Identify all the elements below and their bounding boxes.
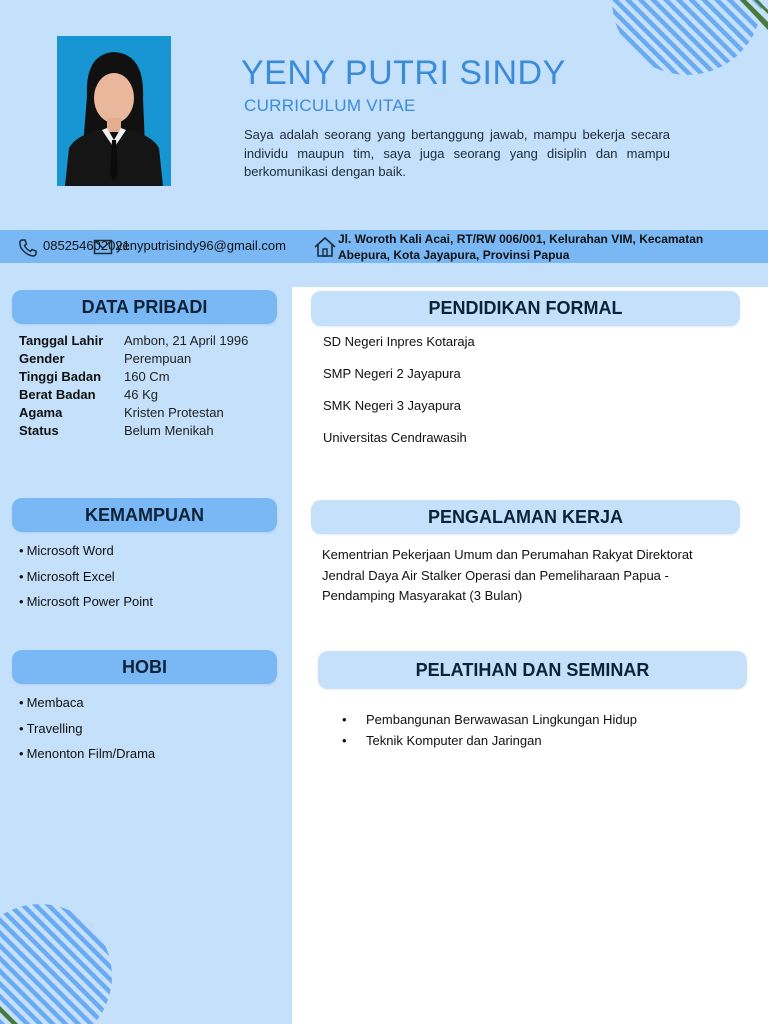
envelope-icon <box>93 238 113 256</box>
phone-number[interactable]: 085254602021 <box>43 238 130 253</box>
info-row <box>19 350 248 368</box>
hobbies-heading: HOBI <box>12 650 277 684</box>
list-item: Universitas Cendrawasih <box>323 430 467 445</box>
home-address: Jl. Woroth Kali Acai, RT/RW 006/001, Kelurahan VIM, Kecamatan Abepura, Kota Jayapura, Provinsi Papua <box>338 232 704 262</box>
list-item <box>19 695 155 721</box>
info-value: Perempuan <box>124 350 192 366</box>
info-value: 160 Cm <box>124 368 170 384</box>
skills-list <box>19 543 153 620</box>
profile-summary: Saya adalah seorang yang bertanggung jawab, mampu bekerja secara individu maupun tim, saya juga seorang yang disiplin dan mampu berkomunikasi dengan baik. <box>244 127 670 179</box>
list-item: SMP Negeri 2 Jayapura <box>323 366 461 381</box>
list-item: SD Negeri Inpres Kotaraja <box>323 334 475 349</box>
education-list <box>323 334 475 462</box>
home-icon <box>313 235 337 259</box>
info-value: 46 Kg <box>124 386 158 402</box>
bottom-white-area <box>292 930 768 1024</box>
bullet-icon: • <box>342 733 347 748</box>
info-label: Berat Badan <box>19 386 96 402</box>
education-heading: PENDIDIKAN FORMAL <box>311 291 740 326</box>
bullet-icon: • <box>342 712 347 727</box>
bullet-icon: • <box>19 695 24 710</box>
full-name: YENY PUTRI SINDY <box>241 54 566 92</box>
document-subtitle: CURRICULUM VITAE <box>244 96 416 115</box>
skills-heading: KEMAMPUAN <box>12 498 277 532</box>
bullet-icon: • <box>19 568 24 584</box>
list-item <box>19 594 153 620</box>
info-row <box>19 422 248 440</box>
hobby-label: Travelling <box>26 720 83 736</box>
info-label: Gender <box>19 350 65 366</box>
info-label: Status <box>19 422 59 438</box>
list-item <box>19 721 155 747</box>
hobby-label: Membaca <box>26 695 84 710</box>
info-row <box>19 386 248 404</box>
profile-photo <box>57 36 171 186</box>
work-heading: PENGALAMAN KERJA <box>311 500 740 534</box>
training-label: Teknik Komputer dan Jaringan <box>366 733 542 748</box>
list-item <box>19 543 153 569</box>
info-label: Tanggal Lahir <box>19 333 104 348</box>
training-label: Pembangunan Berwawasan Lingkungan Hidup <box>366 712 638 727</box>
info-label: Tinggi Badan <box>19 368 102 384</box>
email-address[interactable]: yenyputrisindy96@gmail.com <box>116 238 286 253</box>
bullet-icon: • <box>19 720 24 736</box>
training-heading: PELATIHAN DAN SEMINAR <box>318 651 747 689</box>
skill-label: Microsoft Excel <box>26 568 115 584</box>
list-item: SMK Negeri 3 Jayapura <box>323 398 462 413</box>
bullet-icon: • <box>19 543 24 558</box>
bullet-icon: • <box>19 594 24 609</box>
phone-icon <box>18 238 38 258</box>
hobby-label: Menonton Film/Drama <box>26 746 156 761</box>
info-value: Kristen Protestan <box>124 404 224 420</box>
info-row <box>19 332 248 350</box>
list-item <box>19 569 153 595</box>
info-value: Ambon, 21 April 1996 <box>124 333 249 348</box>
list-item <box>342 733 637 754</box>
info-label: Agama <box>19 404 63 420</box>
striped-circle-decoration-bottom <box>0 898 112 1024</box>
hobbies-list <box>19 695 155 772</box>
training-list <box>342 712 637 754</box>
list-item <box>342 712 637 733</box>
work-experience-text: Kementrian Pekerjaan Umum dan Perumahan Rakyat Direktorat Jendral Daya Air Stalker Operasi dan Pemeliharaan Papua - Pendamping Masyarakat (3 Bulan) <box>322 547 693 603</box>
corner-stripe-decoration <box>738 0 768 40</box>
bullet-icon: • <box>19 746 24 761</box>
personal-data-heading: DATA PRIBADI <box>12 290 277 324</box>
skill-label: Microsoft Power Point <box>26 594 153 609</box>
skill-label: Microsoft Word <box>26 543 114 558</box>
info-row <box>19 404 248 422</box>
list-item <box>19 746 155 772</box>
personal-data-table <box>19 332 248 439</box>
info-row <box>19 368 248 386</box>
info-value: Belum Menikah <box>124 422 214 438</box>
